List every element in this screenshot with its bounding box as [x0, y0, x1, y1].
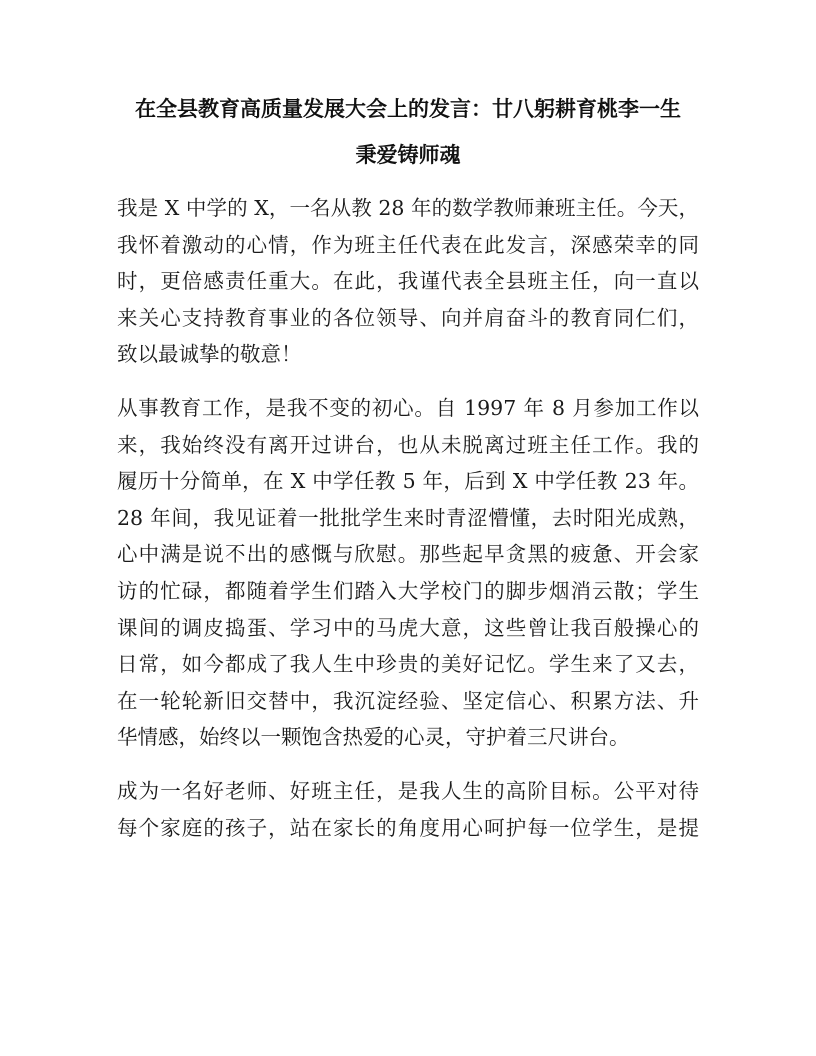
paragraph-line: 心中满是说不出的感慨与欣慰。那些起早贪黑的疲惫、开会家	[117, 542, 699, 567]
paragraph-1	[117, 190, 699, 373]
document-body	[117, 190, 699, 863]
paragraph-line: 华情感，始终以一颗饱含热爱的心灵，守护着三尺讲台。	[117, 725, 630, 750]
paragraph-3	[117, 773, 699, 846]
paragraph-line: 我怀着激动的心情，作为班主任代表在此发言，深感荣幸的同	[117, 232, 699, 257]
paragraph-line: 28 年间，我见证着一批批学生来时青涩懵懂，去时阳光成熟，	[117, 505, 699, 530]
paragraph-2	[117, 390, 699, 756]
document-title-line-2: 秉爱铸师魂	[355, 142, 461, 167]
paragraph-line: 我是 X 中学的 X，一名从教 28 年的数学教师兼班主任。今天，	[117, 196, 699, 220]
paragraph-line: 时，更倍感责任重大。在此，我谨代表全县班主任，向一直以	[117, 269, 699, 294]
paragraph-line: 从事教育工作，是我不变的初心。自 1997 年 8 月参加工作以	[117, 395, 699, 420]
paragraph-line: 日常，如今都成了我人生中珍贵的美好记忆。学生来了又去，	[117, 652, 699, 677]
paragraph-line: 访的忙碌，都随着学生们踏入大学校门的脚步烟消云散；学生	[117, 578, 699, 603]
paragraph-line: 课间的调皮捣蛋、学习中的马虎大意，这些曾让我百般操心的	[117, 615, 699, 640]
paragraph-line: 致以最诚挚的敬意！	[117, 342, 302, 367]
paragraph-line: 在一轮轮新旧交替中，我沉淀经验、坚定信心、积累方法、升	[117, 688, 699, 713]
document-title-line-1: 在全县教育高质量发展大会上的发言：廿八躬耕育桃李一生	[135, 96, 681, 121]
paragraph-line: 来，我始终没有离开过讲台，也从未脱离过班主任工作。我的	[117, 432, 699, 457]
paragraph-line: 履历十分简单，在 X 中学任教 5 年，后到 X 中学任教 23 年。	[117, 469, 699, 494]
paragraph-line: 成为一名好老师、好班主任，是我人生的高阶目标。公平对待	[117, 778, 699, 803]
paragraph-line: 来关心支持教育事业的各位领导、向并肩奋斗的教育同仁们，	[117, 305, 699, 330]
paragraph-line: 每个家庭的孩子，站在家长的角度用心呵护每一位学生，是提	[117, 815, 699, 840]
